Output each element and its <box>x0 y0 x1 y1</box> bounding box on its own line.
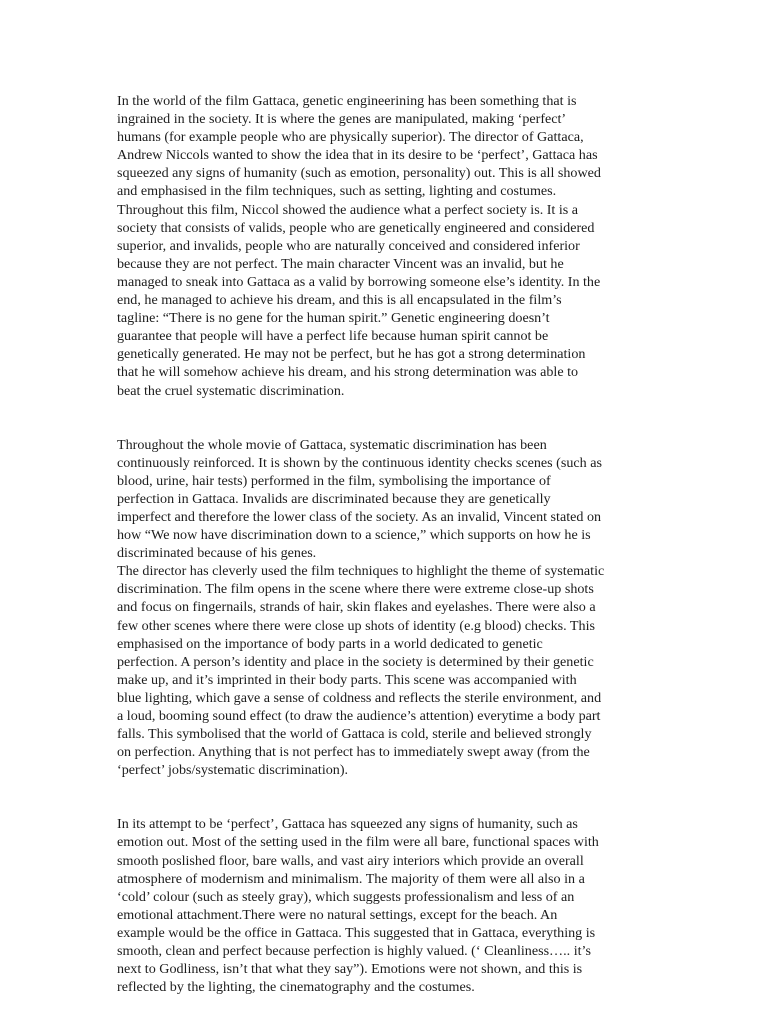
text-line: emphasised on the importance of body parts in a world dedicated to genetic <box>117 635 543 652</box>
text-line: smooth poslished floor, bare walls, and vast airy interiors which provide an overall <box>117 852 584 869</box>
text-line: genetically generated. He may not be perfect, but he has got a strong determination <box>117 346 586 363</box>
text-line: The director has cleverly used the film techniques to highlight the theme of systematic <box>117 563 605 580</box>
text-line: next to Godliness, isn’t that what they say”). Emotions were not shown, and this is <box>117 961 583 978</box>
text-line: In the world of the film Gattaca, genetic engineerining has been something that is <box>117 93 577 109</box>
text-line: beat the cruel systematic discrimination. <box>117 382 345 399</box>
paragraph-humanity <box>117 815 662 996</box>
paragraph-spacer <box>117 400 662 436</box>
text-line: superior, and invalids, people who are naturally conceived and considered inferior <box>117 237 580 254</box>
text-line: on perfection. Anything that is not perfect has to immediately swept away (from the <box>117 744 590 761</box>
text-line: atmosphere of modernism and minimalism. The majority of them were all also in a <box>117 870 585 887</box>
text-line: humans (for example people who are physically superior). The director of Gattaca, <box>117 129 584 146</box>
text-line: a loud, booming sound effect (to draw the audience’s attention) everytime a body part <box>117 708 601 724</box>
text-line: tagline: “There is no gene for the human spirit.” Genetic engineering doesn’t <box>117 310 550 327</box>
text-line: falls. This symbolised that the world of Gattaca is cold, sterile and believed strongly <box>117 726 592 743</box>
text-line: how “We now have discrimination down to a science,” which supports on how he is <box>117 527 591 544</box>
paragraph-discrimination <box>117 436 662 780</box>
text-line: emotional attachment.There were no natural settings, except for the beach. An <box>117 906 558 923</box>
text-line: ingrained in the society. It is where the genes are manipulated, making ‘perfect’ <box>117 111 567 128</box>
text-line: society that consists of valids, people who are genetically engineered and considered <box>117 219 595 236</box>
text-line: Andrew Niccols wanted to show the idea that in its desire to be ‘perfect’, Gattaca has <box>117 147 598 164</box>
text-line: that he will somehow achieve his dream, and his strong determination was able to <box>117 364 579 381</box>
text-line: end, he managed to achieve his dream, and this is all encapsulated in the film’s <box>117 292 562 309</box>
paragraph-intro <box>117 92 662 400</box>
text-line: emotion out. Most of the setting used in the film were all bare, functional spaces with <box>117 834 599 851</box>
text-line: smooth, clean and perfect because perfection is highly valued. (‘ Cleanliness….. it’s <box>117 943 591 960</box>
text-line: Throughout this film, Niccol showed the audience what a perfect society is. It is a <box>117 201 579 218</box>
text-line: example would be the office in Gattaca. This suggested that in Gattaca, everything is <box>117 924 596 941</box>
text-line: perfection. A person’s identity and place in the society is determined by their genetic <box>117 653 594 670</box>
text-line: guarantee that people will have a perfect life because human spirit cannot be <box>117 328 549 345</box>
text-line: In its attempt to be ‘perfect’, Gattaca has squeezed any signs of humanity, such as <box>117 816 578 833</box>
text-line: discrimination. The film opens in the scene where there were extreme close-up shots <box>117 581 594 598</box>
text-line: reflected by the lighting, the cinematography and the costumes. <box>117 979 475 996</box>
text-line: ‘cold’ colour (such as steely gray), which suggests professionalism and less of an <box>117 888 575 905</box>
text-line: and focus on fingernails, strands of hair, skin flakes and eyelashes. There were also a <box>117 599 596 616</box>
text-line: Throughout the whole movie of Gattaca, systematic discrimination has been <box>117 436 547 453</box>
text-line: continuously reinforced. It is shown by the continuous identity checks scenes (such as <box>117 454 602 471</box>
paragraph-spacer <box>117 779 662 815</box>
text-line: blue lighting, which gave a sense of coldness and reflects the sterile environment, and <box>117 689 602 706</box>
text-line: squeezed any signs of humanity (such as emotion, personality) out. This is all showed <box>117 165 601 182</box>
essay-body <box>117 92 662 996</box>
text-line: discriminated because of his genes. <box>117 545 317 562</box>
text-line: ‘perfect’ jobs/systematic discrimination). <box>117 762 349 779</box>
text-line: few other scenes where there were close up shots of identity (e.g blood) checks. This <box>117 617 595 634</box>
text-line: and emphasised in the film techniques, such as setting, lighting and costumes. <box>117 183 557 200</box>
text-line: imperfect and therefore the lower class of the society. As an invalid, Vincent stated on <box>117 508 602 525</box>
text-line: because they are not perfect. The main character Vincent was an invalid, but he <box>117 255 564 272</box>
text-line: make up, and it’s imprinted in their body parts. This scene was accompanied with <box>117 671 577 688</box>
text-line: perfection in Gattaca. Invalids are discriminated because they are genetically <box>117 490 551 507</box>
text-line: managed to sneak into Gattaca as a valid by borrowing someone else’s identity. In the <box>117 273 601 290</box>
text-line: blood, urine, hair tests) performed in the film, symbolising the importance of <box>117 472 551 489</box>
